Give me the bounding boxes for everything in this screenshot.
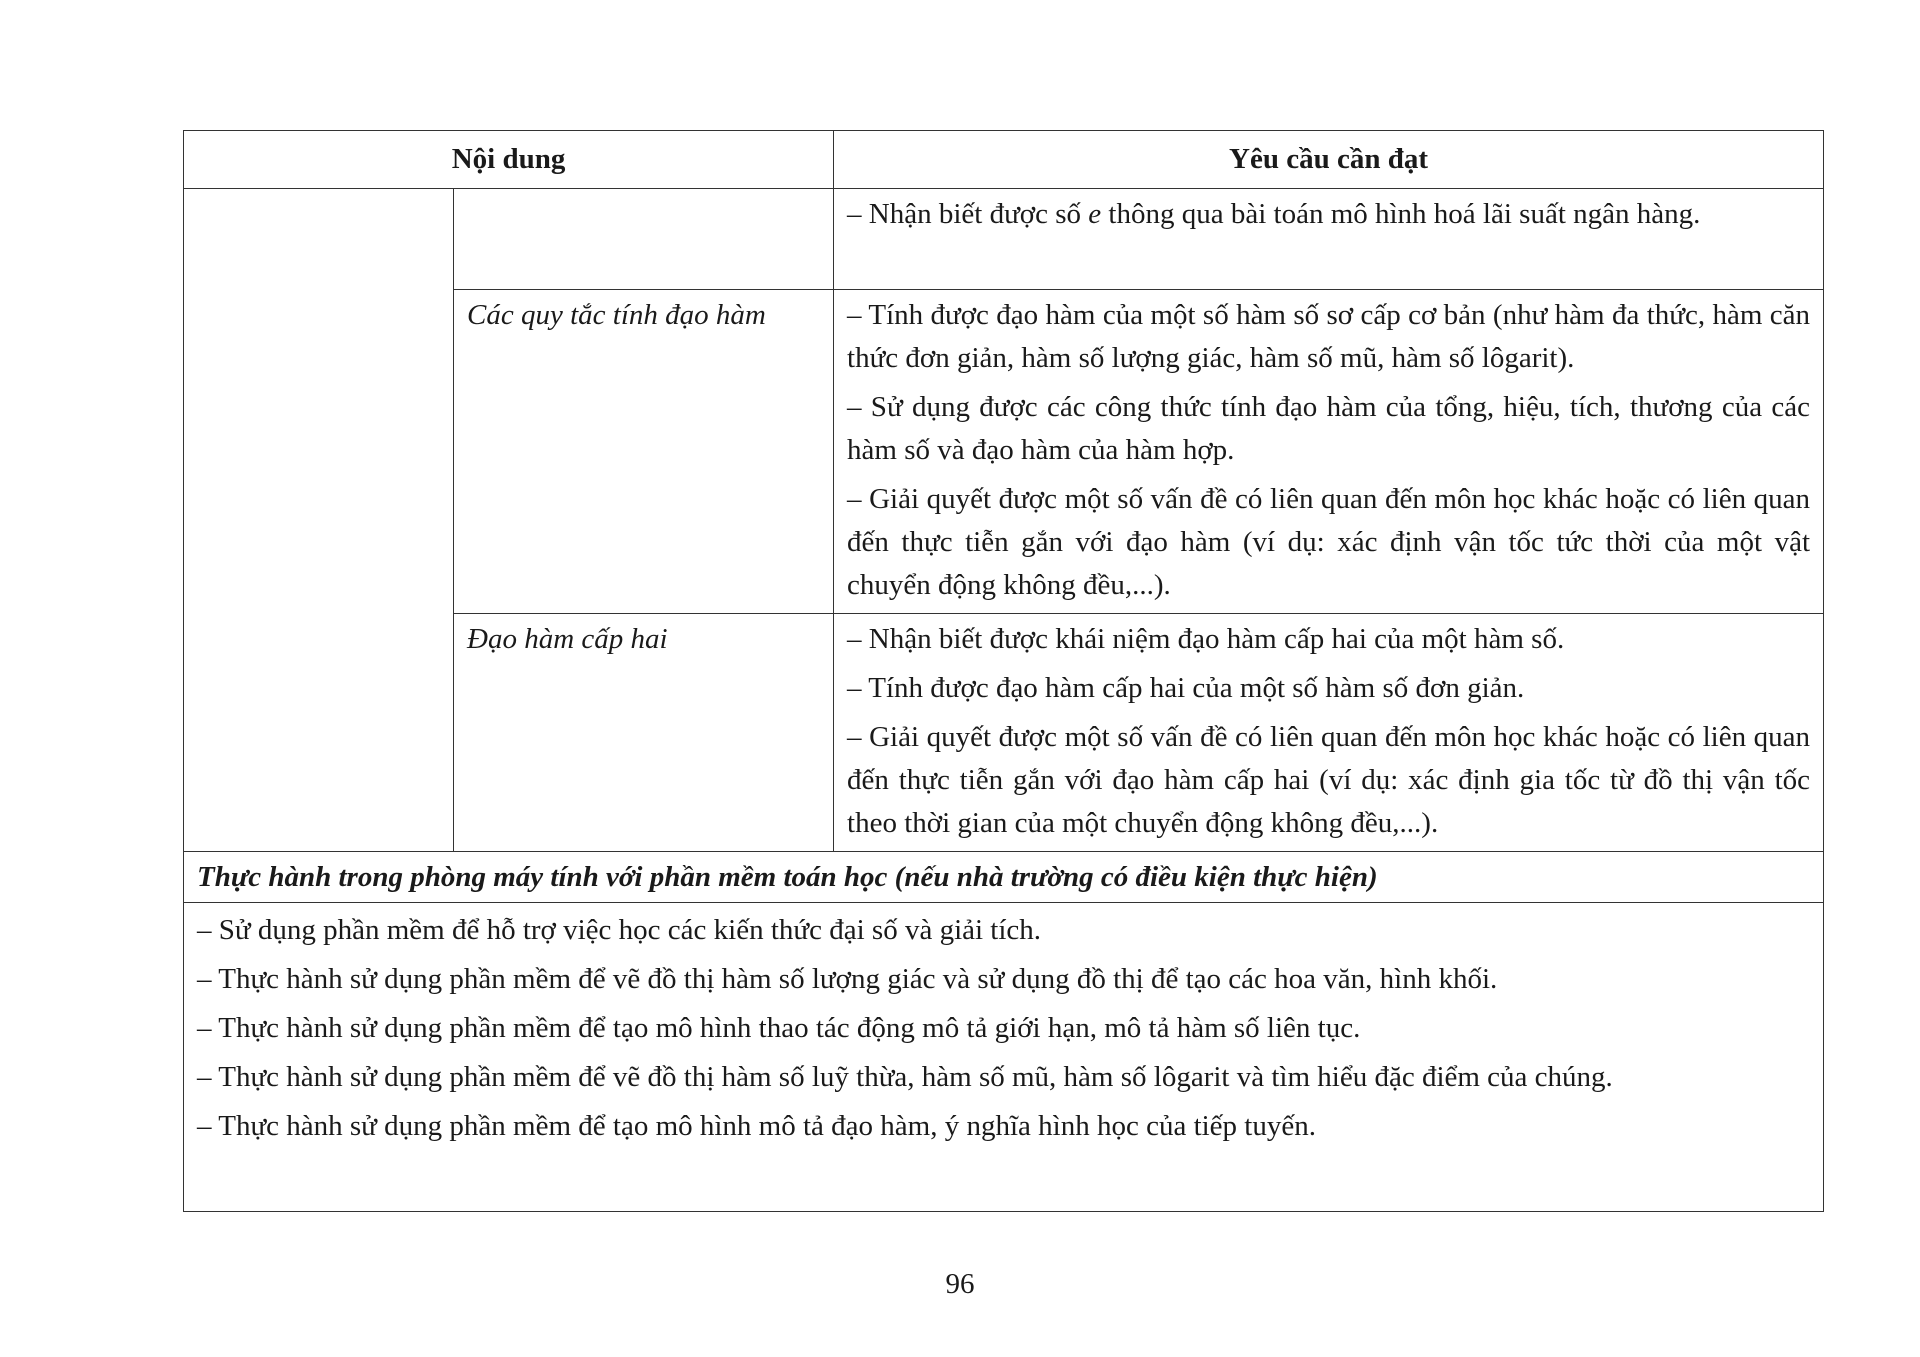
section-title: Thực hành trong phòng máy tính với phần mềm toán học (nếu nhà trường có điều kiện thực hiện) [184,852,1824,903]
topic-group-cell [184,189,454,852]
requirement-item: – Sử dụng được các công thức tính đạo hàm của tổng, hiệu, tích, thương của các hàm số và đạo hàm của hàm hợp. [847,391,1811,466]
topic-cell [454,189,834,290]
table-header-row [184,131,1824,189]
section-header-row [184,852,1824,903]
header-requirements: Yêu cầu cần đạt [834,131,1824,189]
requirement-text: – Nhận biết được số [847,198,1089,230]
curriculum-table [183,130,1824,1212]
practice-item: – Thực hành sử dụng phần mềm để vẽ đồ thị hàm số lượng giác và sử dụng đồ thị để tạo các hoa văn, hình khối. [197,963,1498,995]
requirements-cell [834,189,1824,290]
requirement-item: – Giải quyết được một số vấn đề có liên quan đến môn học khác hoặc có liên quan đến thực tiễn gắn với đạo hàm (ví dụ: xác định vận tốc tức thời của một vật chuyển động không đều,...). [847,483,1811,601]
header-content: Nội dung [184,131,834,189]
topic-cell: Các quy tắc tính đạo hàm [454,290,834,614]
practice-item: – Thực hành sử dụng phần mềm để tạo mô hình mô tả đạo hàm, ý nghĩa hình học của tiếp tuyến. [197,1110,1316,1142]
math-symbol-e: e [1088,198,1102,230]
requirement-item: – Tính được đạo hàm của một số hàm số sơ cấp cơ bản (như hàm đa thức, hàm căn thức đơn giản, hàm số lượng giác, hàm số mũ, hàm số lôgarit). [847,299,1811,374]
practice-item: – Thực hành sử dụng phần mềm để tạo mô hình thao tác động mô tả giới hạn, mô tả hàm số liên tục. [197,1012,1361,1044]
requirement-text: thông qua bài toán mô hình hoá lãi suất ngân hàng. [1101,198,1701,230]
requirements-cell [834,290,1824,614]
topic-cell: Đạo hàm cấp hai [454,614,834,852]
page-number: 96 [945,1268,975,1300]
practice-item: – Thực hành sử dụng phần mềm để vẽ đồ thị hàm số luỹ thừa, hàm số mũ, hàm số lôgarit và tìm hiểu đặc điểm của chúng. [197,1061,1613,1093]
practice-cell [184,903,1824,1212]
requirement-item: – Nhận biết được khái niệm đạo hàm cấp hai của một hàm số. [847,623,1565,655]
table-row [184,189,1824,290]
practice-row [184,903,1824,1212]
practice-item: – Sử dụng phần mềm để hỗ trợ việc học các kiến thức đại số và giải tích. [197,914,1042,946]
requirement-item [847,193,1810,236]
requirement-item: – Tính được đạo hàm cấp hai của một số hàm số đơn giản. [847,672,1525,704]
requirement-item: – Giải quyết được một số vấn đề có liên quan đến môn học khác hoặc có liên quan đến thực tiễn gắn với đạo hàm cấp hai (ví dụ: xác định gia tốc từ đồ thị vận tốc theo thời gian của một chuyển động không đều,...). [847,721,1811,839]
requirements-cell [834,614,1824,852]
